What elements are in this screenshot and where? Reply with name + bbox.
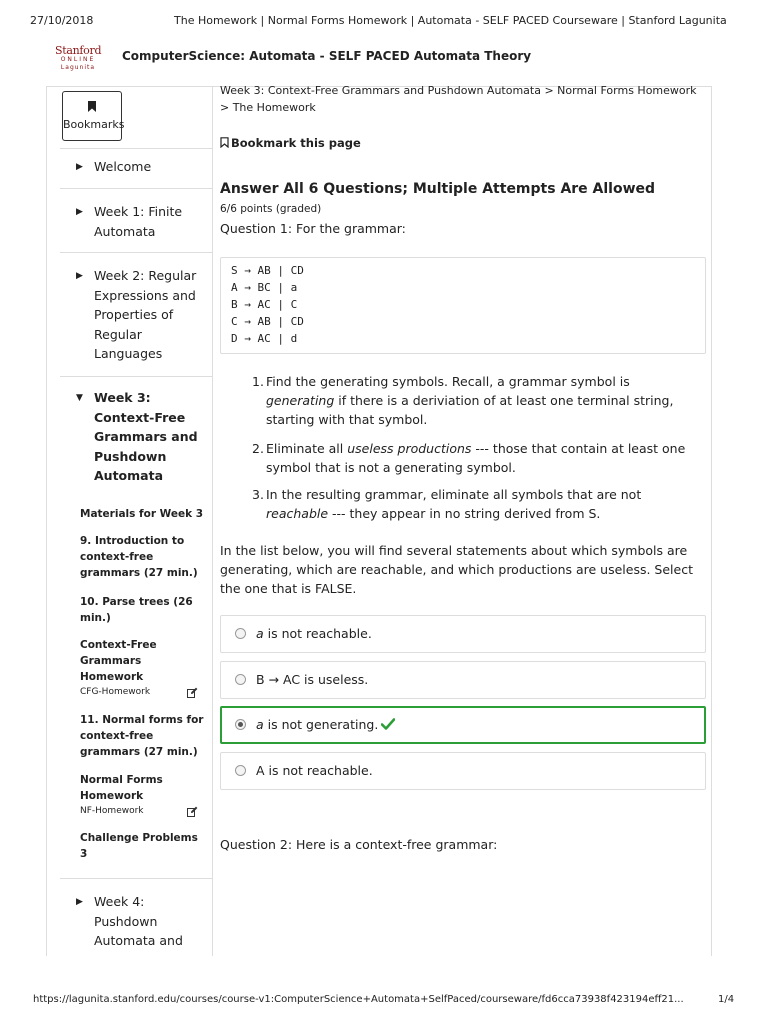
grammar-line: D → AC | d (231, 332, 298, 345)
sidebar-divider (60, 252, 212, 253)
answer-choice-1[interactable] (220, 615, 706, 653)
sidebar-chapter-label: Week 2: Regular Expressions and Properties of Regular Languages (94, 268, 197, 361)
grammar-line: C → AB | CD (231, 315, 304, 328)
sidebar-section-parse-trees[interactable] (80, 594, 208, 626)
sidebar-section-title: 9. Introduction to context-free grammars (27 min.) (80, 535, 198, 579)
choices-intro: In the list below, you will find several statements about which symbols are generating, which are reachable, and which productions are useless. Select the one that is FALSE. (220, 543, 693, 596)
sidebar-section-title: Challenge Problems 3 (80, 832, 198, 860)
sidebar-section-title: 11. Normal forms for context-free grammars (27 min.) (80, 714, 204, 758)
answer-choice-2[interactable] (220, 661, 706, 699)
caret-right-icon: ▶ (76, 162, 83, 172)
stanford-online-logo[interactable] (55, 45, 101, 71)
sidebar-section-title: 10. Parse trees (26 min.) (80, 596, 193, 624)
answer-choice-text: B → AC is useless. (256, 672, 369, 687)
step-number: 1. (252, 374, 264, 389)
caret-right-icon: ▶ (76, 207, 83, 217)
radio-button[interactable] (235, 674, 246, 685)
sidebar-divider (60, 878, 212, 879)
caret-right-icon: ▶ (76, 271, 83, 281)
step-text (266, 372, 696, 429)
bookmark-outline-icon (220, 137, 229, 148)
answer-choice-label (256, 763, 373, 778)
step-text (266, 439, 696, 477)
grammar-code-block (220, 257, 706, 354)
sidebar-chapter-label: Week 4: Pushdown Automata and (94, 894, 183, 948)
grammar-line: A → BC | a (231, 281, 298, 294)
print-date: 27/10/2018 (30, 14, 94, 27)
bookmark-this-page-button[interactable] (220, 136, 361, 150)
edit-icon (187, 806, 198, 817)
course-title: ComputerScience: Automata - SELF PACED Automata Theory (122, 49, 532, 63)
answer-choice-label (256, 626, 372, 641)
grammar-line: B → AC | C (231, 298, 298, 311)
bookmark-icon (87, 101, 97, 112)
radio-button[interactable] (235, 765, 246, 776)
sidebar-divider (60, 148, 212, 149)
sidebar-section-nf-homework[interactable] (80, 772, 208, 818)
sidebar-section-materials-week-3[interactable] (80, 506, 208, 522)
answer-choice-text: is not generating. (263, 717, 379, 732)
sidebar-section-title: Context-Free Grammars Homework (80, 639, 157, 683)
answer-choice-3-selected-correct[interactable] (220, 706, 706, 744)
sidebar-chapter-label: Welcome (94, 159, 152, 174)
sidebar-section-challenge-problems[interactable] (80, 830, 208, 862)
answer-choice-label (256, 672, 368, 687)
answer-choice-4[interactable] (220, 752, 706, 790)
radio-button[interactable] (235, 628, 246, 639)
answer-choice-text: A is not reachable. (256, 763, 373, 778)
print-doc-title: The Homework | Normal Forms Homework | Automata - SELF PACED Courseware | Stanford Lagunita (174, 14, 727, 27)
step-text-pre: Find the generating symbols. Recall, a grammar symbol is (266, 374, 630, 389)
radio-button-selected[interactable] (235, 719, 246, 730)
step-text-pre: Eliminate all (266, 441, 348, 456)
checkmark-icon (381, 718, 395, 730)
caret-down-icon: ▼ (76, 393, 83, 403)
sidebar-section-subtitle: NF-Homework (80, 806, 144, 816)
edit-icon (187, 687, 198, 698)
sidebar-chapter-label: Week 1: Finite Automata (94, 204, 183, 239)
logo-line-stanford: Stanford (55, 44, 102, 57)
answer-choice-text: is not reachable. (263, 626, 372, 641)
caret-right-icon: ▶ (76, 897, 83, 907)
sidebar-section-subtitle: CFG-Homework (80, 687, 151, 697)
sidebar-section-title: Normal Forms Homework (80, 774, 163, 802)
step-text-emphasis: useless productions (347, 441, 472, 456)
print-url: https://lagunita.stanford.edu/courses/course-v1:ComputerScience+Automata+SelfPaced/courseware/fd6cca73938f423194eff21... (33, 994, 684, 1005)
logo-line-online: ONLINE (60, 56, 96, 63)
step-number: 2. (252, 441, 264, 456)
step-text (266, 485, 696, 523)
print-page-number: 1/4 (718, 994, 735, 1005)
step-text-post: if there is a deriviation of at least one terminal string, starting with that symbol. (266, 393, 674, 427)
content-right-border (711, 86, 712, 956)
breadcrumb[interactable]: Week 3: Context-Free Grammars and Pushdown Automata > Normal Forms Homework > The Homework (220, 84, 697, 114)
sidebar-section-title: Materials for Week 3 (80, 508, 204, 520)
sidebar-section-intro-cfg[interactable] (80, 533, 208, 581)
step-text-emphasis: reachable (266, 506, 329, 521)
problem-points: 6/6 points (graded) (220, 203, 322, 215)
step-number: 3. (252, 487, 264, 502)
sidebar-divider (60, 376, 212, 377)
answer-choice-label (256, 717, 395, 732)
sidebar-right-border (212, 86, 213, 956)
bookmark-this-page-label: Bookmark this page (231, 136, 361, 150)
answer-choice-variable: a (256, 626, 264, 641)
step-text-pre: In the resulting grammar, eliminate all symbols that are not (266, 487, 642, 502)
sidebar-section-cfg-homework[interactable] (80, 637, 208, 699)
sidebar-divider (60, 188, 212, 189)
answer-choice-variable: a (256, 717, 264, 732)
grammar-line: S → AB | CD (231, 264, 304, 277)
step-text-emphasis: generating (266, 393, 335, 408)
question-1-intro: Question 1: For the grammar: (220, 221, 406, 236)
bookmarks-label: Bookmarks (63, 118, 125, 131)
question-2-intro: Question 2: Here is a context-free grammar: (220, 837, 498, 852)
bookmarks-button[interactable] (62, 91, 125, 141)
logo-line-lagunita: Lagunita (60, 64, 96, 71)
step-text-post: --- those that contain at least one symbol that is not a generating symbol. (266, 441, 686, 475)
step-text-post: --- they appear in no string derived from S. (328, 506, 601, 521)
content-left-border (46, 86, 47, 956)
problem-title: Answer All 6 Questions; Multiple Attempts Are Allowed (220, 181, 656, 197)
sidebar-section-normal-forms-lecture[interactable] (80, 712, 208, 760)
sidebar-chapter-label: Week 3: Context-Free Grammars and Pushdown Automata (94, 390, 198, 483)
